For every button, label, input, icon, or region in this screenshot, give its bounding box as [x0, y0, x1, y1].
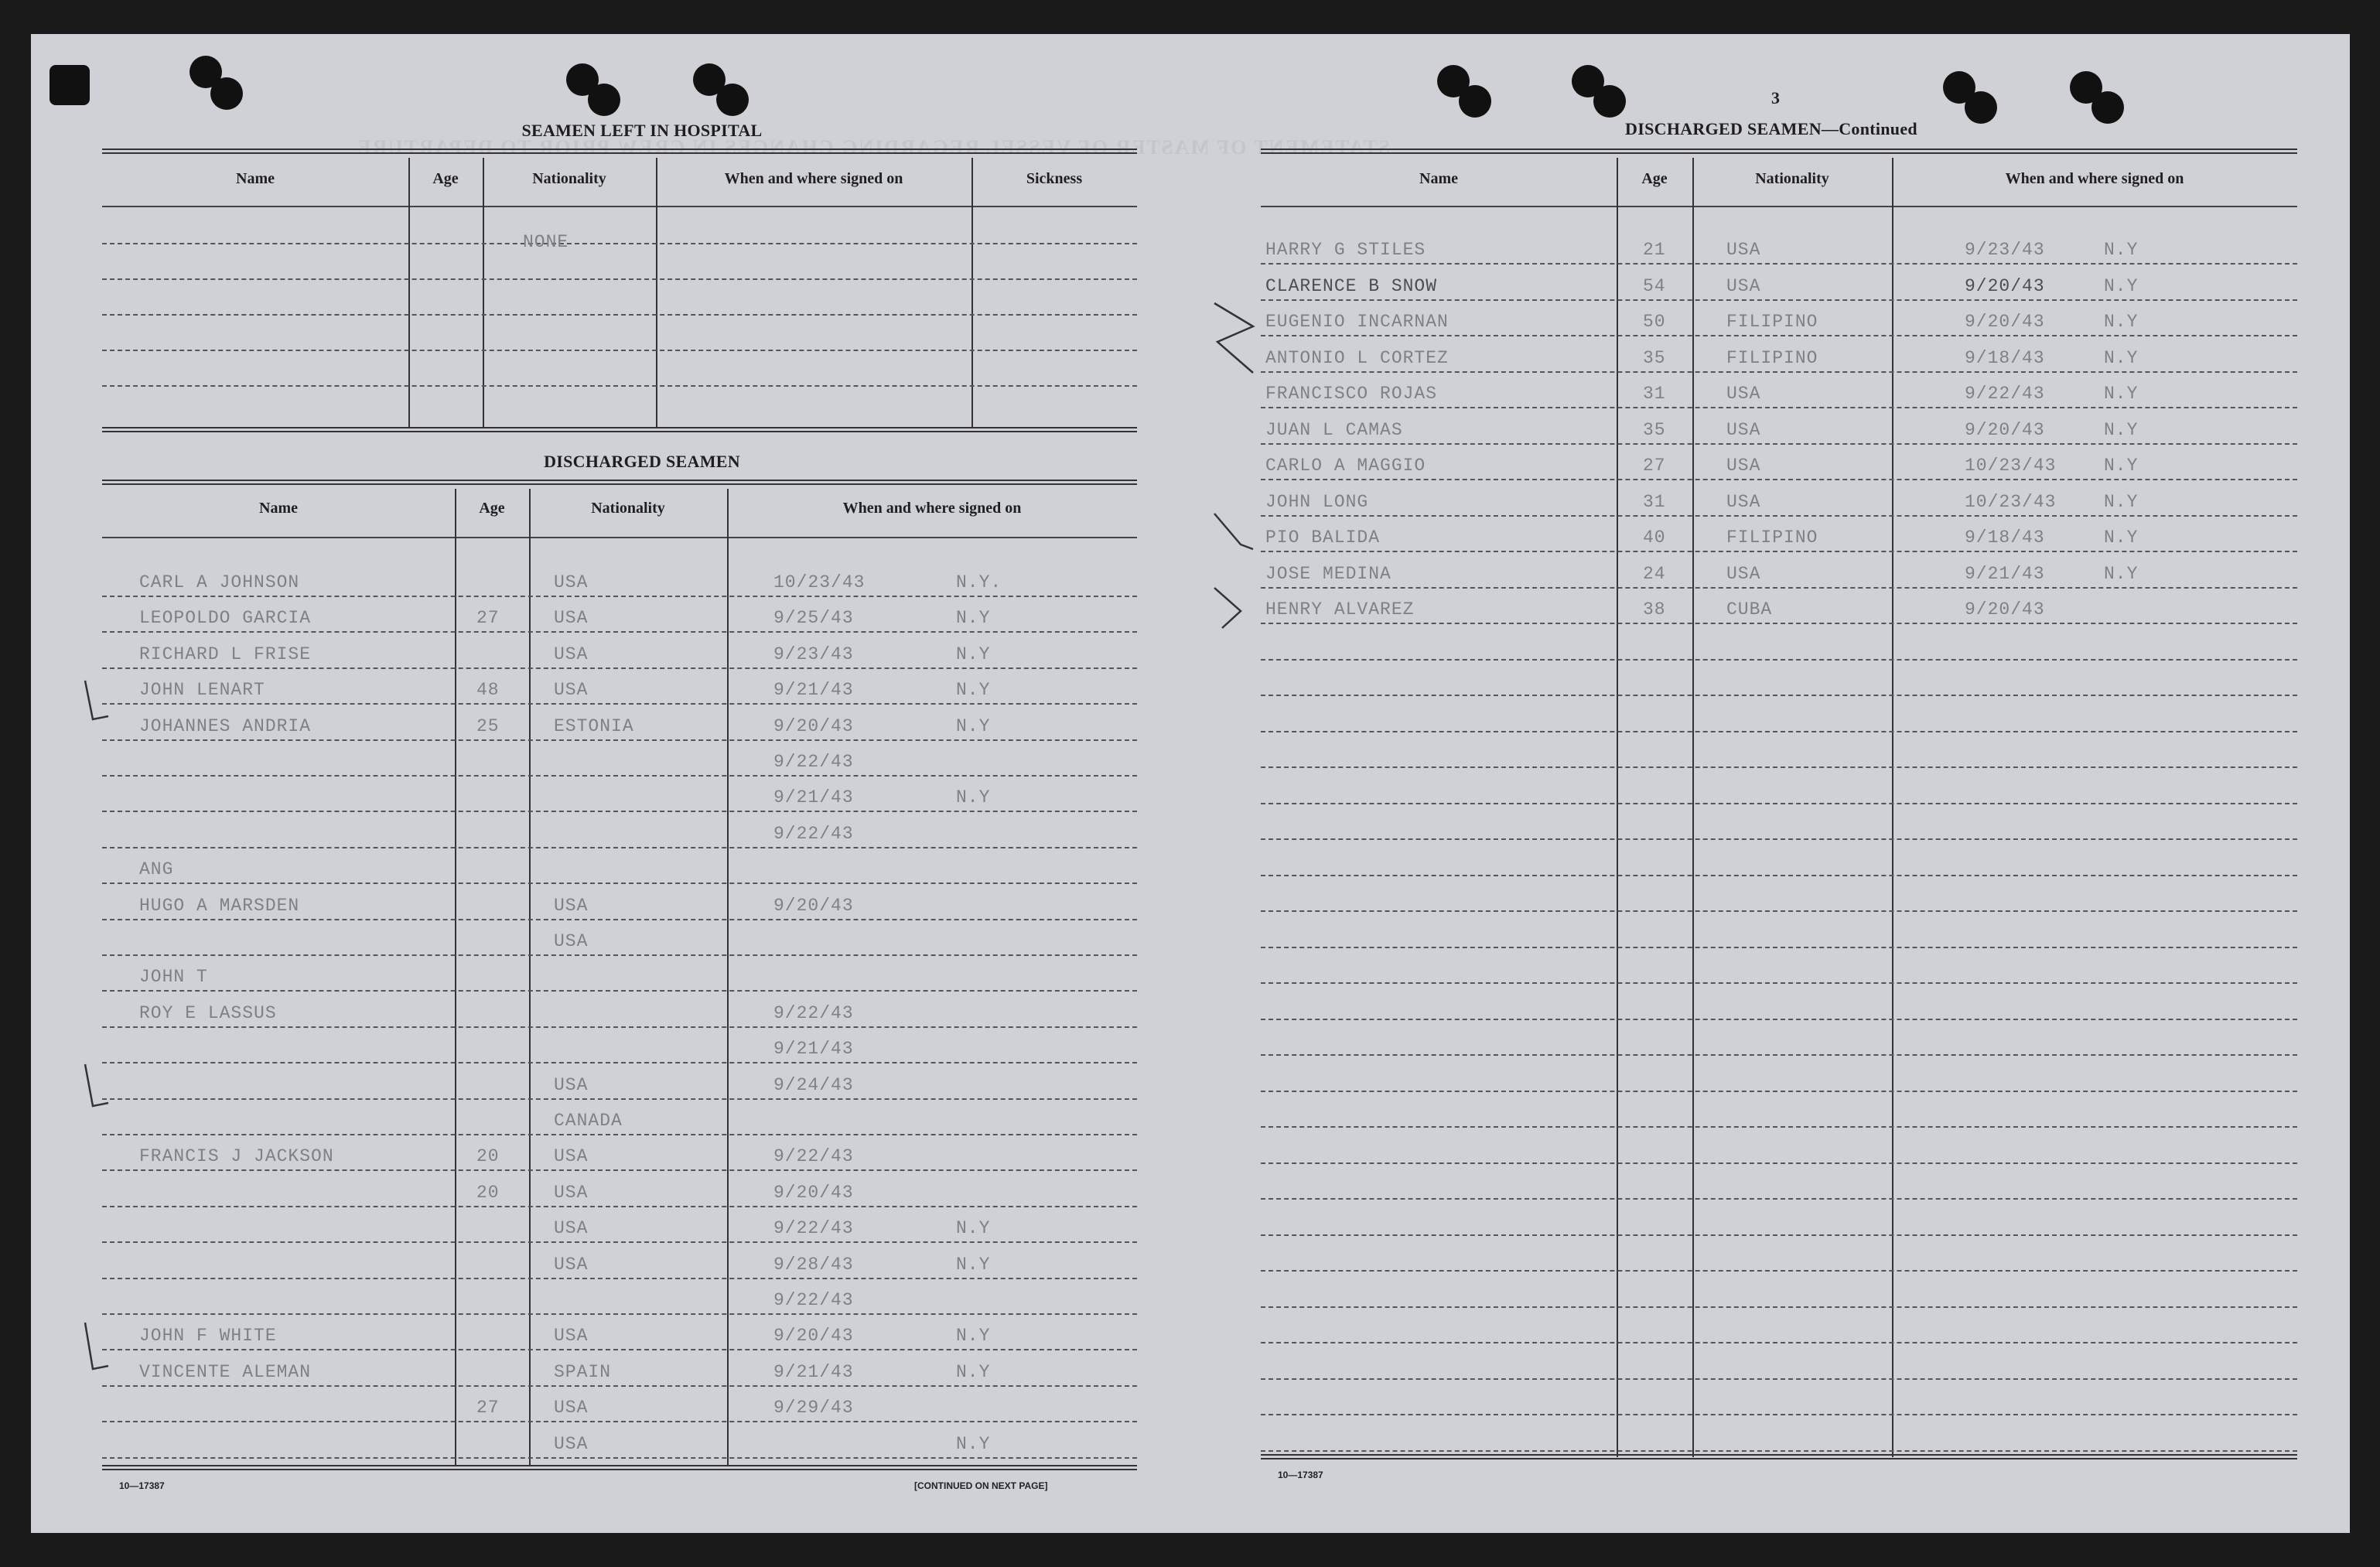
continued-row-line	[1261, 695, 2297, 696]
row-date: 9/18/43	[1965, 527, 2045, 548]
row-name: JOHN F WHITE	[139, 1326, 277, 1347]
row-age: 35	[1643, 419, 1666, 440]
continued-row-line	[1261, 947, 2297, 948]
row-name: JOHN LENART	[139, 680, 265, 701]
discharged-col-name: Name	[259, 500, 298, 517]
document-sheet	[31, 34, 2350, 1533]
discharged-rule	[102, 480, 1137, 485]
row-date: 9/25/43	[773, 608, 854, 629]
continued-row-line	[1261, 803, 2297, 804]
row-place: N.Y	[2104, 419, 2139, 440]
row-name: CARL A JOHNSON	[139, 572, 300, 592]
punch-hole	[50, 65, 90, 105]
row-nationality: SPAIN	[554, 1361, 612, 1382]
continued-row-line	[1261, 1270, 2297, 1272]
continued-row-line	[1261, 875, 2297, 876]
row-nationality: FILIPINO	[1726, 347, 1818, 368]
row-nationality: USA	[1726, 275, 1761, 296]
row-date: 9/20/43	[773, 895, 854, 916]
continued-row-line	[1261, 263, 2297, 265]
hospital-col-name: Name	[236, 170, 275, 187]
row-place: N.Y	[2104, 240, 2139, 260]
hospital-col-divider	[483, 158, 484, 428]
continued-row-line	[1261, 982, 2297, 984]
row-age: 27	[1643, 456, 1666, 476]
row-name: VINCENTE ALEMAN	[139, 1361, 312, 1382]
discharged-row-line	[102, 883, 1137, 884]
hospital-bottom-rule	[102, 427, 1137, 432]
continued-bottom-rule	[1261, 1454, 2297, 1459]
row-nationality: ESTONIA	[554, 715, 634, 736]
discharged-row-line	[102, 847, 1137, 848]
row-age: 50	[1643, 312, 1666, 332]
row-nationality: USA	[1726, 563, 1761, 584]
discharged-row-line	[102, 1026, 1137, 1028]
row-name: LEOPOLDO GARCIA	[139, 608, 312, 629]
row-place: N.Y	[956, 787, 991, 808]
check-mark	[77, 1315, 131, 1377]
discharged-row-line	[102, 1062, 1137, 1063]
row-name: ANG	[139, 859, 174, 880]
discharged-col-age: Age	[479, 500, 505, 517]
discharged-row-line	[102, 811, 1137, 812]
row-nationality: USA	[554, 1182, 589, 1203]
page-number: 3	[1771, 88, 1780, 108]
row-place: N.Y	[956, 1326, 991, 1347]
continued-header-rule	[1261, 206, 2297, 207]
row-date: 9/23/43	[1965, 240, 2045, 260]
row-date: 9/24/43	[773, 1074, 854, 1095]
continued-row-line	[1261, 299, 2297, 301]
row-nationality: USA	[554, 644, 589, 664]
continued-row-line	[1261, 551, 2297, 552]
row-place: N.Y	[956, 680, 991, 701]
continued-row-line	[1261, 1019, 2297, 1020]
row-age: 27	[476, 1398, 500, 1418]
discharged-row-line	[102, 1241, 1137, 1243]
discharged-col-divider	[529, 489, 531, 1466]
continued-section-title: DISCHARGED SEAMEN—Continued	[1625, 119, 1917, 138]
hospital-row-line	[102, 314, 1137, 316]
row-date: 9/20/43	[773, 715, 854, 736]
row-name: ROY E LASSUS	[139, 1002, 277, 1023]
row-nationality: USA	[554, 1218, 589, 1239]
row-age: 25	[476, 715, 500, 736]
hospital-col-divider	[408, 158, 410, 428]
row-nationality: USA	[554, 1398, 589, 1418]
row-nationality: USA	[554, 1433, 589, 1454]
punch-hole	[2091, 91, 2124, 124]
continued-row-line	[1261, 731, 2297, 732]
row-date: 9/20/43	[773, 1326, 854, 1347]
discharged-col-divider	[727, 489, 729, 1466]
row-place: N.Y	[956, 644, 991, 664]
hospital-header-rule	[102, 206, 1137, 207]
row-place: N.Y	[956, 1361, 991, 1382]
continued-row-line	[1261, 1414, 2297, 1415]
row-date: 10/23/43	[773, 572, 866, 592]
hospital-col-when-where: When and where signed on	[724, 170, 903, 187]
row-nationality: FILIPINO	[1726, 312, 1818, 332]
row-place: N.Y	[2104, 312, 2139, 332]
discharged-row-line	[102, 990, 1137, 992]
check-mark	[77, 665, 131, 727]
discharged-header-rule	[102, 537, 1137, 538]
discharged-row-line	[102, 1169, 1137, 1171]
continued-row-line	[1261, 1306, 2297, 1308]
hospital-col-sickness: Sickness	[1026, 170, 1083, 187]
discharged-row-line	[102, 954, 1137, 956]
discharged-col-nationality: Nationality	[591, 500, 665, 517]
continued-row-line	[1261, 1054, 2297, 1056]
row-nationality: USA	[554, 931, 589, 951]
continued-col-divider	[1892, 158, 1893, 1457]
row-date: 9/22/43	[773, 1218, 854, 1239]
row-name: HUGO A MARSDEN	[139, 895, 300, 916]
row-age: 31	[1643, 384, 1666, 404]
row-nationality: USA	[1726, 240, 1761, 260]
row-age: 21	[1643, 240, 1666, 260]
row-date: 9/22/43	[773, 1146, 854, 1167]
hospital-row-line	[102, 385, 1137, 387]
row-date: 9/22/43	[773, 1290, 854, 1310]
row-place: N.Y	[2104, 563, 2139, 584]
discharged-bottom-rule	[102, 1465, 1137, 1470]
row-nationality: CUBA	[1726, 599, 1773, 620]
row-name: JOSE MEDINA	[1265, 563, 1391, 584]
discharged-row-line	[102, 1313, 1137, 1315]
row-date: 9/21/43	[773, 1039, 854, 1060]
punch-hole	[210, 77, 243, 110]
row-place: N.Y	[2104, 491, 2139, 512]
hospital-row-line	[102, 278, 1137, 280]
row-date: 9/29/43	[773, 1398, 854, 1418]
form-number-right: 10—17387	[1278, 1470, 1323, 1480]
punch-hole	[588, 84, 620, 116]
form-number-left: 10—17387	[119, 1480, 165, 1491]
continued-row-line	[1261, 623, 2297, 624]
punch-hole	[1459, 85, 1491, 118]
row-date: 9/21/43	[773, 1361, 854, 1382]
discharged-row-line	[102, 1206, 1137, 1207]
row-date: 9/22/43	[773, 823, 854, 844]
discharged-row-line	[102, 1421, 1137, 1422]
continued-row-line	[1261, 1126, 2297, 1128]
continued-note: [CONTINUED ON NEXT PAGE]	[914, 1480, 1048, 1491]
row-age: 20	[476, 1146, 500, 1167]
row-date: 9/20/43	[1965, 312, 2045, 332]
hospital-section-title: SEAMEN LEFT IN HOSPITAL	[521, 121, 763, 140]
row-age: 24	[1643, 563, 1666, 584]
row-date: 9/20/43	[1965, 599, 2045, 620]
hospital-entry: NONE	[523, 232, 569, 252]
discharged-row-line	[102, 596, 1137, 597]
discharged-row-line	[102, 1134, 1137, 1135]
row-place: N.Y	[956, 715, 991, 736]
row-place: N.Y	[2104, 456, 2139, 476]
row-date: 9/20/43	[773, 1182, 854, 1203]
row-name: RICHARD L FRISE	[139, 644, 312, 664]
row-name: JOHN LONG	[1265, 491, 1369, 512]
continued-row-line	[1261, 443, 2297, 445]
hospital-col-nationality: Nationality	[532, 170, 606, 187]
row-age: 35	[1643, 347, 1666, 368]
discharged-row-line	[102, 739, 1137, 741]
row-nationality: USA	[1726, 384, 1761, 404]
row-date: 9/23/43	[773, 644, 854, 664]
row-date: 9/22/43	[773, 752, 854, 772]
punch-hole	[716, 84, 749, 116]
continued-col-divider	[1692, 158, 1694, 1457]
continued-col-divider	[1617, 158, 1618, 1457]
continued-row-line	[1261, 1450, 2297, 1452]
row-place: N.Y	[2104, 275, 2139, 296]
discharged-row-line	[102, 775, 1137, 777]
discharged-col-when-where: When and where signed on	[842, 500, 1022, 517]
continued-row-line	[1261, 1162, 2297, 1164]
row-name: JUAN L CAMAS	[1265, 419, 1403, 440]
bleed-through-text: STATEMENT OF MASTER OF VESSEL REGARDING CHANGES IN CREW PRIOR TO DEPARTURE	[356, 136, 1390, 159]
row-name: CLARENCE B SNOW	[1265, 275, 1438, 296]
row-nationality: USA	[1726, 491, 1761, 512]
row-nationality: USA	[1726, 456, 1761, 476]
discharged-row-line	[102, 1349, 1137, 1350]
row-date: 9/18/43	[1965, 347, 2045, 368]
row-nationality: USA	[554, 1074, 589, 1095]
continued-row-line	[1261, 407, 2297, 408]
row-place: N.Y.	[956, 572, 1002, 592]
row-name: FRANCIS J JACKSON	[139, 1146, 334, 1167]
continued-row-line	[1261, 335, 2297, 336]
continued-row-line	[1261, 838, 2297, 840]
row-name: EUGENIO INCARNAN	[1265, 312, 1449, 332]
row-name: PIO BALIDA	[1265, 527, 1381, 548]
discharged-row-line	[102, 1278, 1137, 1279]
row-nationality: USA	[554, 572, 589, 592]
discharged-row-line	[102, 667, 1137, 669]
discharged-section-title: DISCHARGED SEAMEN	[544, 452, 740, 471]
row-place: N.Y	[2104, 384, 2139, 404]
hospital-col-divider	[971, 158, 973, 428]
row-date: 9/21/43	[1965, 563, 2045, 584]
continued-row-line	[1261, 659, 2297, 661]
discharged-col-divider	[455, 489, 456, 1466]
row-name: JOHN T	[139, 967, 208, 988]
row-place: N.Y	[956, 1433, 991, 1454]
row-age: 54	[1643, 275, 1666, 296]
row-place: N.Y	[2104, 527, 2139, 548]
continued-row-line	[1261, 766, 2297, 768]
row-name: HARRY G STILES	[1265, 240, 1426, 260]
punch-hole	[1593, 85, 1626, 118]
continued-row-line	[1261, 910, 2297, 912]
row-date: 9/22/43	[773, 1002, 854, 1023]
row-date: 10/23/43	[1965, 491, 2057, 512]
row-nationality: CANADA	[554, 1111, 623, 1131]
row-nationality: USA	[554, 608, 589, 629]
row-nationality: USA	[554, 895, 589, 916]
continued-col-when-where: When and where signed on	[2005, 170, 2184, 187]
row-nationality: USA	[1726, 419, 1761, 440]
row-nationality: USA	[554, 1326, 589, 1347]
row-age: 38	[1643, 599, 1666, 620]
row-nationality: FILIPINO	[1726, 527, 1818, 548]
discharged-row-line	[102, 703, 1137, 705]
row-date: 10/23/43	[1965, 456, 2057, 476]
row-nationality: USA	[554, 680, 589, 701]
continued-row-line	[1261, 371, 2297, 373]
row-date: 9/21/43	[773, 680, 854, 701]
hospital-row-line	[102, 350, 1137, 351]
hospital-col-divider	[656, 158, 657, 428]
row-nationality: USA	[554, 1254, 589, 1275]
check-mark	[1207, 506, 1276, 560]
row-place: N.Y	[2104, 347, 2139, 368]
hospital-col-age: Age	[432, 170, 459, 187]
continued-row-line	[1261, 479, 2297, 480]
row-name: JOHANNES ANDRIA	[139, 715, 312, 736]
hospital-row-line	[102, 243, 1137, 244]
row-name: ANTONIO L CORTEZ	[1265, 347, 1449, 368]
row-name: HENRY ALVAREZ	[1265, 599, 1415, 620]
row-place: N.Y	[956, 1254, 991, 1275]
row-age: 40	[1643, 527, 1666, 548]
continued-col-nationality: Nationality	[1755, 170, 1829, 187]
continued-rule	[1261, 149, 2297, 154]
check-mark	[77, 1060, 131, 1121]
continued-col-age: Age	[1641, 170, 1668, 187]
row-date: 9/22/43	[1965, 384, 2045, 404]
continued-row-line	[1261, 1378, 2297, 1380]
row-age: 31	[1643, 491, 1666, 512]
continued-col-name: Name	[1419, 170, 1458, 187]
check-mark	[1207, 295, 1276, 381]
row-age: 48	[476, 680, 500, 701]
row-date: 9/20/43	[1965, 419, 2045, 440]
row-nationality: USA	[554, 1146, 589, 1167]
check-mark	[1207, 580, 1276, 634]
hospital-rule	[102, 149, 1137, 154]
row-place: N.Y	[956, 1218, 991, 1239]
discharged-row-line	[102, 631, 1137, 633]
row-name: CARLO A MAGGIO	[1265, 456, 1426, 476]
row-place: N.Y	[956, 608, 991, 629]
discharged-row-line	[102, 919, 1137, 920]
row-name: FRANCISCO ROJAS	[1265, 384, 1438, 404]
continued-row-line	[1261, 1234, 2297, 1236]
row-age: 27	[476, 608, 500, 629]
continued-row-line	[1261, 1198, 2297, 1200]
continued-row-line	[1261, 587, 2297, 589]
discharged-row-line	[102, 1385, 1137, 1387]
continued-row-line	[1261, 1091, 2297, 1092]
continued-row-line	[1261, 1342, 2297, 1343]
continued-row-line	[1261, 515, 2297, 517]
discharged-row-line	[102, 1098, 1137, 1100]
discharged-row-line	[102, 1457, 1137, 1459]
row-date: 9/20/43	[1965, 275, 2045, 296]
row-date: 9/28/43	[773, 1254, 854, 1275]
row-age: 20	[476, 1182, 500, 1203]
row-date: 9/21/43	[773, 787, 854, 808]
